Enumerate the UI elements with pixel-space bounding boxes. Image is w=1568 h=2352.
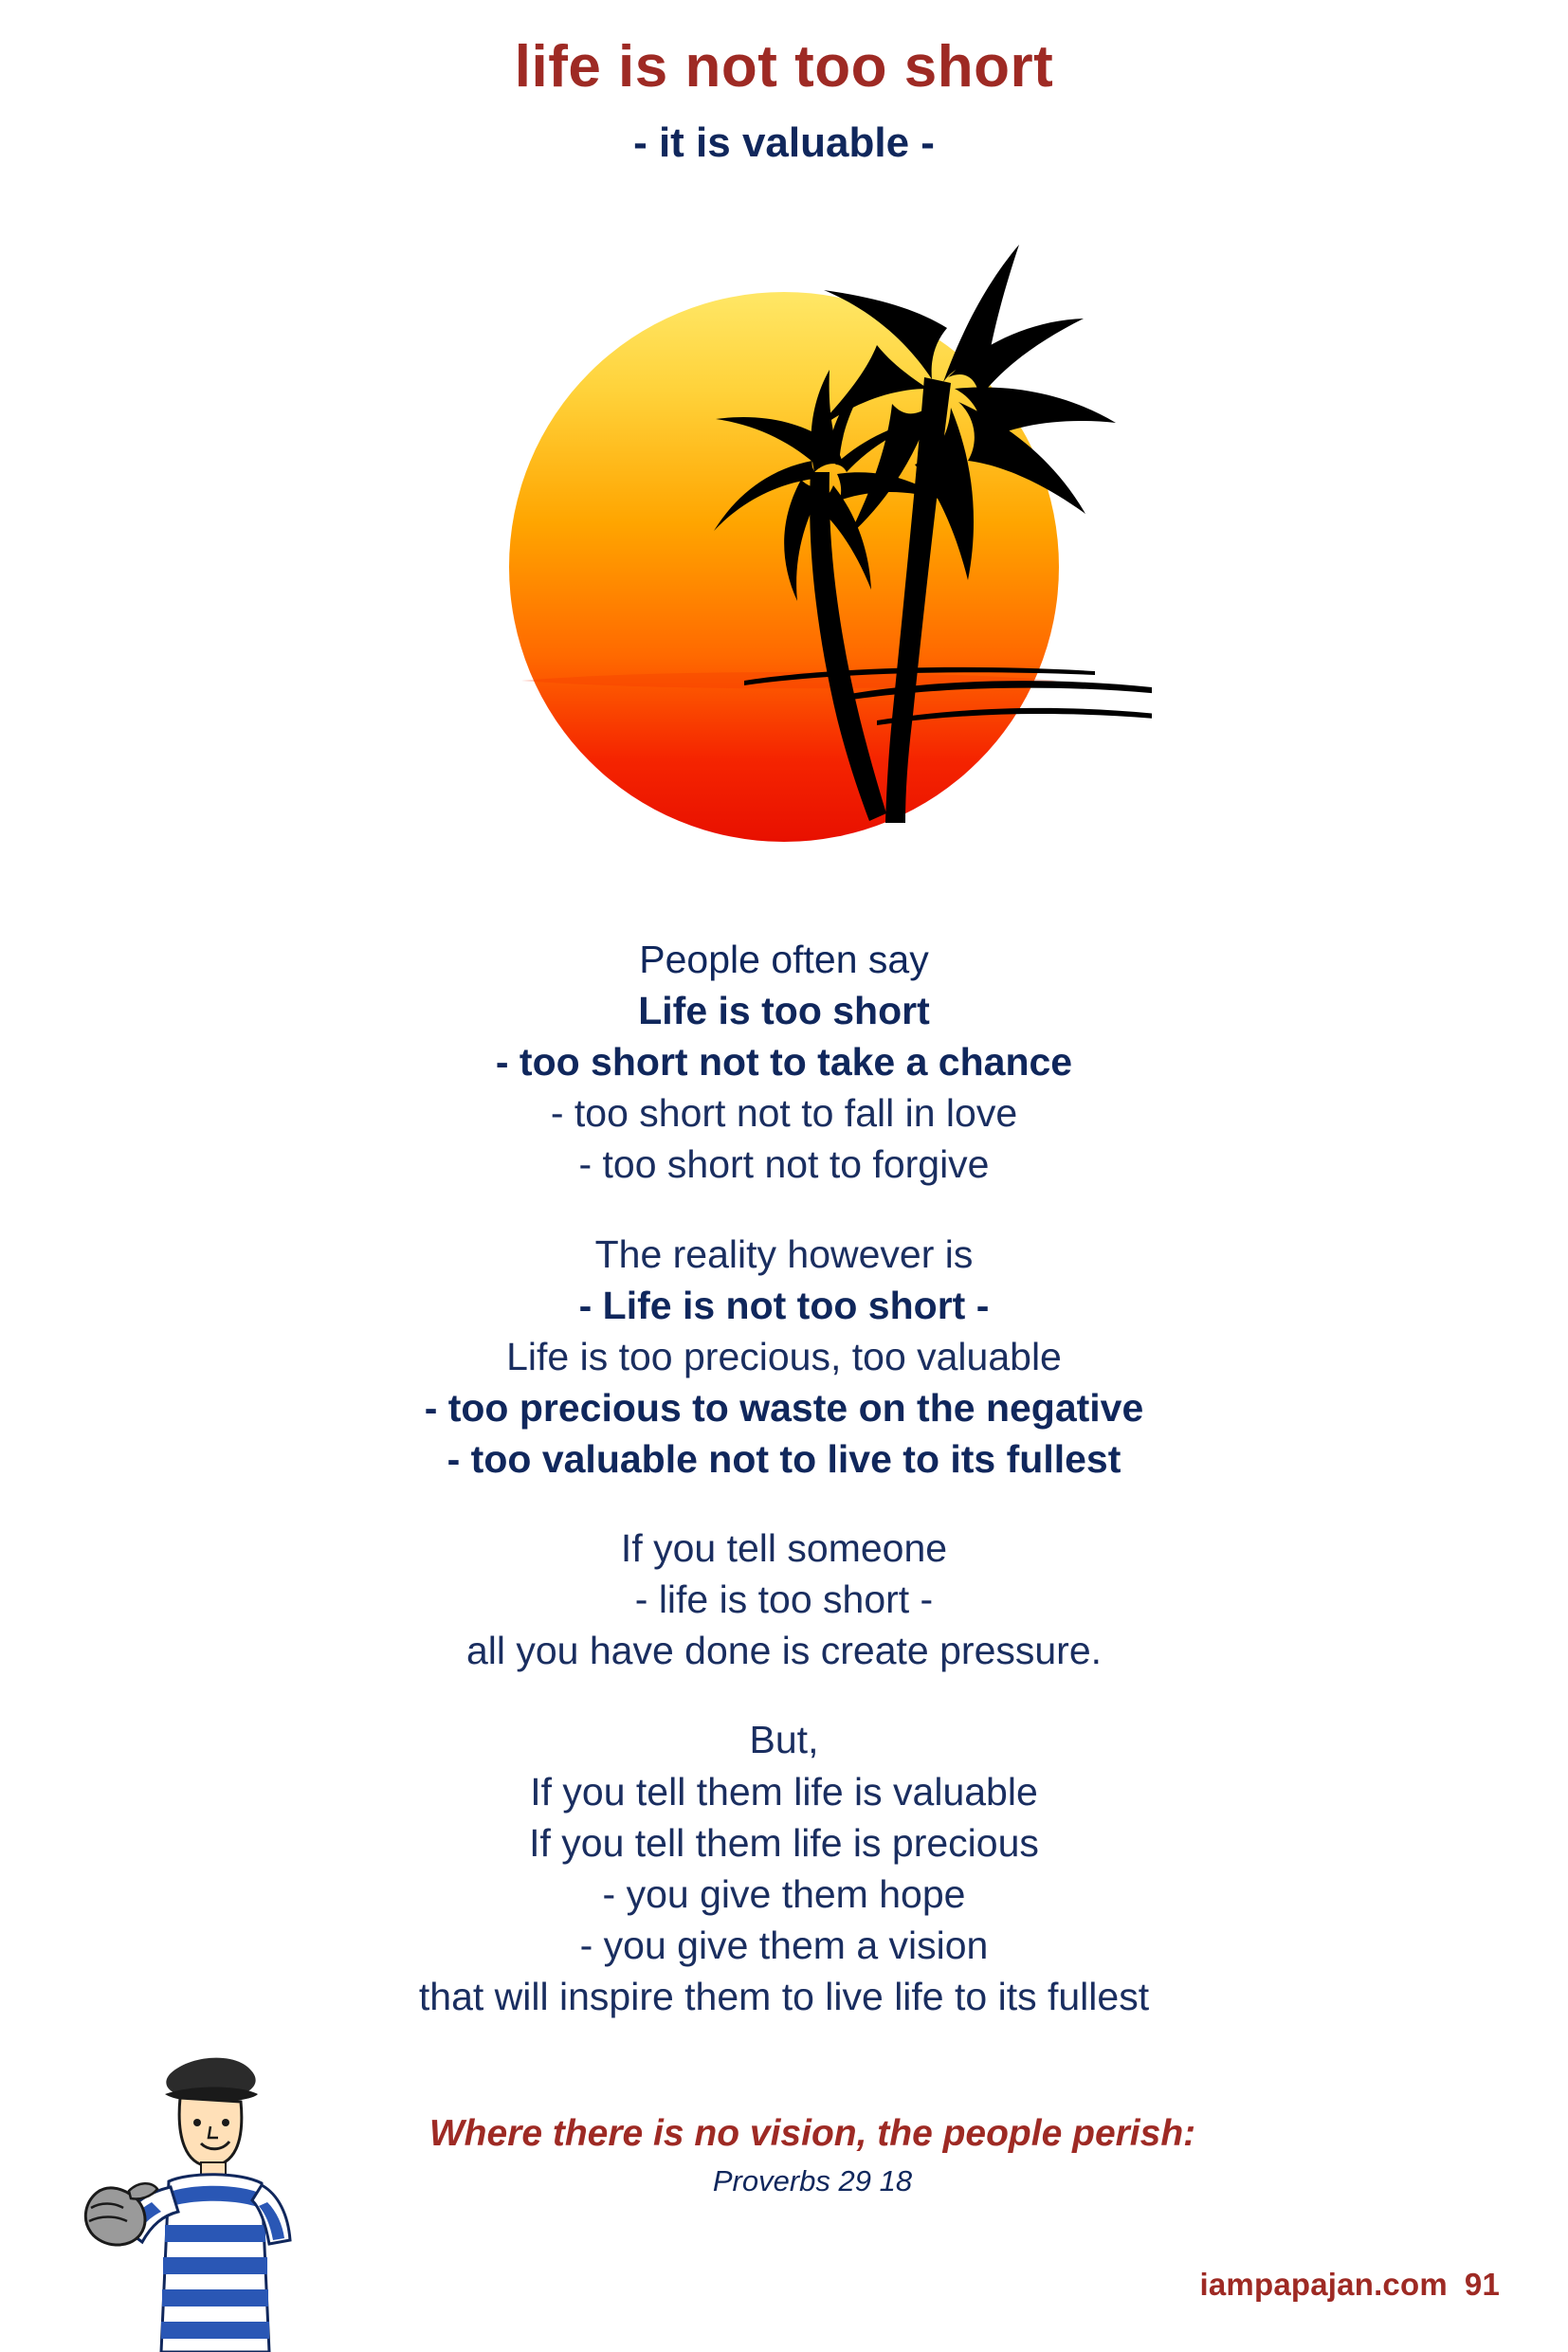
poem-line: People often say (639, 938, 929, 981)
poem-line: - too short not to fall in love (550, 1091, 1018, 1136)
poem-line: Life is too short (638, 989, 930, 1033)
page-subtitle: - it is valuable - (633, 119, 935, 166)
poem-line: The reality however is (594, 1231, 974, 1276)
poem-line: But, (749, 1718, 819, 1762)
page-number: 91 (1464, 2267, 1500, 2302)
poem-line: - too short not to take a chance (495, 1040, 1073, 1085)
poem-line: - you give them hope (602, 1871, 966, 1916)
palm-trees-sunset-illustration (431, 188, 1152, 899)
poem-line: If you tell them life is valuable (530, 1769, 1038, 1814)
poem-line: that will inspire them to live life to its fullest (418, 1974, 1150, 2018)
poem-line: - too valuable not to live to its fullest (447, 1436, 1121, 1481)
poem-line: Life is too precious, too valuable (506, 1334, 1062, 1378)
proverb-text: Where there is no vision, the people perish: (428, 2113, 1196, 2154)
poem-line: - you give them a vision (579, 1923, 989, 1967)
poem-line: If you tell them life is precious (529, 1820, 1039, 1865)
poem-line: all you have done is create pressure. (465, 1629, 1103, 1673)
poem-line: If you tell someone (620, 1526, 948, 1571)
page-title: life is not too short (514, 34, 1054, 100)
proverb-reference: Proverbs 29 18 (712, 2163, 913, 2197)
poem-line: - too precious to waste on the negative (424, 1385, 1144, 1430)
stanza (0, 1229, 1568, 1486)
stanza (0, 1714, 1568, 2022)
poem-body (0, 934, 1568, 2022)
stanza (0, 1522, 1568, 1676)
poem-line: - too short not to forgive (578, 1142, 990, 1187)
footer (1200, 2267, 1501, 2303)
poem-line: - life is too short - (634, 1577, 934, 1622)
poem-line: - Life is not too short - (578, 1283, 990, 1327)
cartoon-man-pointing-icon (59, 2039, 343, 2352)
stanza (0, 934, 1568, 1191)
footer-site: iampapajan.com (1199, 2267, 1448, 2302)
